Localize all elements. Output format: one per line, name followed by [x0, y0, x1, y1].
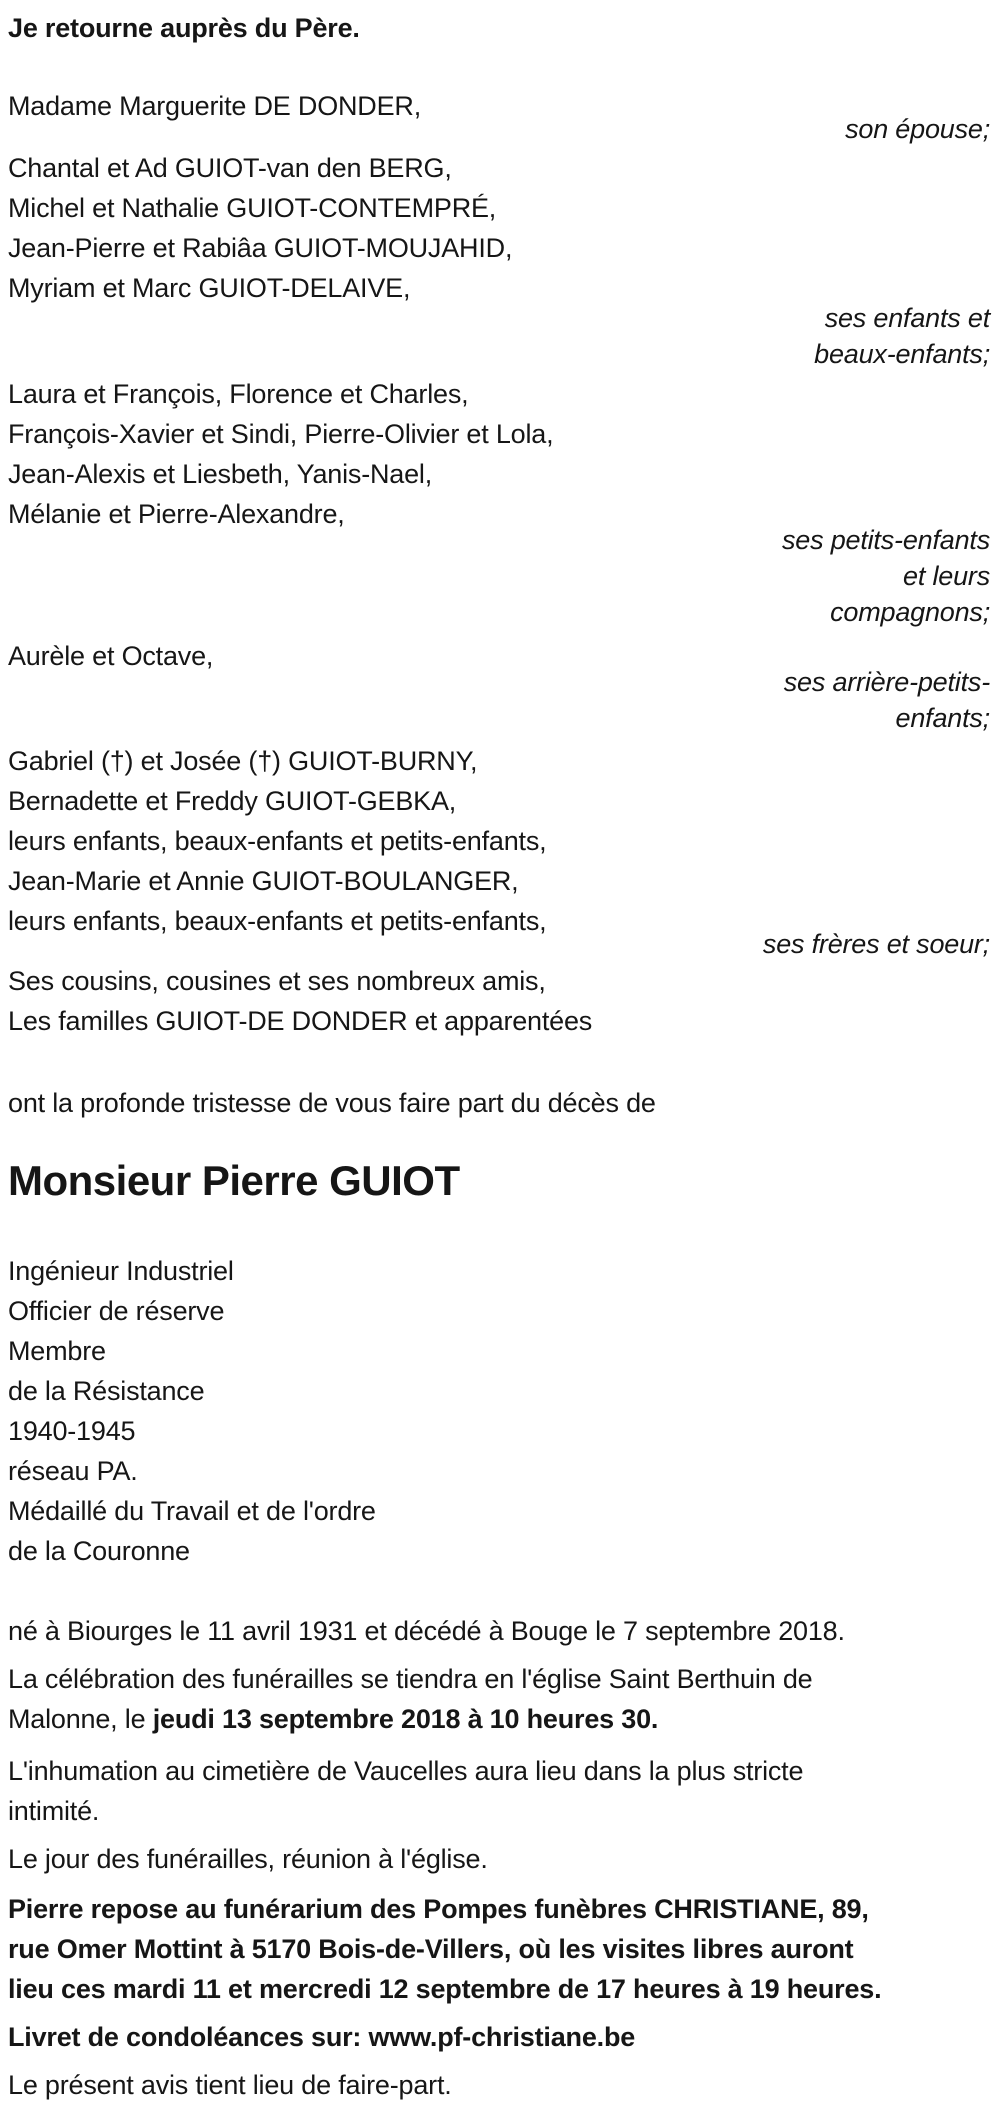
relation-label-great-grandchildren: enfants; — [895, 703, 990, 733]
title-line: Officier de réserve — [8, 1296, 225, 1326]
deceased-name-heading: Monsieur Pierre GUIOT — [8, 1157, 460, 1204]
grandchild-name-line: François-Xavier et Sindi, Pierre-Olivier et Lola, — [8, 419, 554, 449]
sibling-name-line: leurs enfants, beaux-enfants et petits-enfants, — [8, 826, 547, 856]
child-name-line: Myriam et Marc GUIOT-DELAIVE, — [8, 273, 411, 303]
child-name-line: Chantal et Ad GUIOT-van den BERG, — [8, 153, 452, 183]
sibling-name-line: Bernadette et Freddy GUIOT-GEBKA, — [8, 786, 457, 816]
grandchild-name-line: Laura et François, Florence et Charles, — [8, 379, 469, 409]
title-line: de la Couronne — [8, 1536, 190, 1566]
child-name-line: Michel et Nathalie GUIOT-CONTEMPRÉ, — [8, 193, 497, 223]
funerarium-line-1: Pierre repose au funérarium des Pompes funèbres CHRISTIANE, 89, — [8, 1894, 869, 1924]
relation-label-grandchildren: compagnons; — [830, 597, 990, 627]
sibling-name-line: Gabriel (†) et Josée (†) GUIOT-BURNY, — [8, 746, 478, 776]
ceremony-line-1: La célébration des funérailles se tiendra en l'église Saint Berthuin de — [8, 1664, 813, 1694]
closing-line: Le présent avis tient lieu de faire-part. — [8, 2070, 452, 2100]
ceremony-date: jeudi 13 septembre 2018 à 10 heures 30. — [152, 1704, 659, 1734]
epigraph-line: Je retourne auprès du Père. — [8, 13, 360, 43]
families-line: Les familles GUIOT-DE DONDER et apparentées — [8, 1006, 593, 1036]
wife-name-line: Madame Marguerite DE DONDER, — [8, 91, 422, 121]
relation-label-great-grandchildren: ses arrière-petits- — [783, 667, 990, 697]
great-grandchild-name-line: Aurèle et Octave, — [8, 641, 214, 671]
title-line: 1940-1945 — [8, 1416, 136, 1446]
funerarium-line-2: rue Omer Mottint à 5170 Bois-de-Villers, où les visites libres auront — [8, 1934, 854, 1964]
meeting-line: Le jour des funérailles, réunion à l'église. — [8, 1844, 488, 1874]
title-line: de la Résistance — [8, 1376, 205, 1406]
title-line: Ingénieur Industriel — [8, 1256, 234, 1286]
relation-label-children: ses enfants et — [824, 303, 990, 333]
condolences-label: Livret de condoléances sur: — [8, 2022, 369, 2052]
title-line: Médaillé du Travail et de l'ordre — [8, 1496, 376, 1526]
grandchild-name-line: Mélanie et Pierre-Alexandre, — [8, 499, 345, 529]
sibling-name-line: leurs enfants, beaux-enfants et petits-enfants, — [8, 906, 547, 936]
burial-line-2: intimité. — [8, 1796, 100, 1826]
condolences-line — [8, 2024, 635, 2051]
funerarium-line-3: lieu ces mardi 11 et mercredi 12 septembre de 17 heures à 19 heures. — [8, 1974, 882, 2004]
relation-label-children: beaux-enfants; — [814, 339, 990, 369]
announcement-line: ont la profonde tristesse de vous faire part du décès de — [8, 1088, 656, 1118]
grandchild-name-line: Jean-Alexis et Liesbeth, Yanis-Nael, — [8, 459, 433, 489]
ceremony-place: Malonne, le — [8, 1704, 153, 1734]
title-line: réseau PA. — [8, 1456, 138, 1486]
cousins-line: Ses cousins, cousines et ses nombreux amis, — [8, 966, 546, 996]
relation-label-siblings: ses frères et soeur; — [762, 929, 990, 959]
burial-line-1: L'inhumation au cimetière de Vaucelles aura lieu dans la plus stricte — [8, 1756, 804, 1786]
website-url: www.pf-christiane.be — [368, 2022, 636, 2052]
birth-death-line: né à Biourges le 11 avril 1931 et décédé à Bouge le 7 septembre 2018. — [8, 1616, 845, 1646]
ceremony-line-2 — [8, 1706, 658, 1733]
relation-label-wife: son épouse; — [845, 114, 990, 144]
relation-label-grandchildren: et leurs — [903, 561, 990, 591]
sibling-name-line: Jean-Marie et Annie GUIOT-BOULANGER, — [8, 866, 519, 896]
title-line: Membre — [8, 1336, 106, 1366]
child-name-line: Jean-Pierre et Rabiâa GUIOT-MOUJAHID, — [8, 233, 513, 263]
relation-label-grandchildren: ses petits-enfants — [781, 525, 990, 555]
